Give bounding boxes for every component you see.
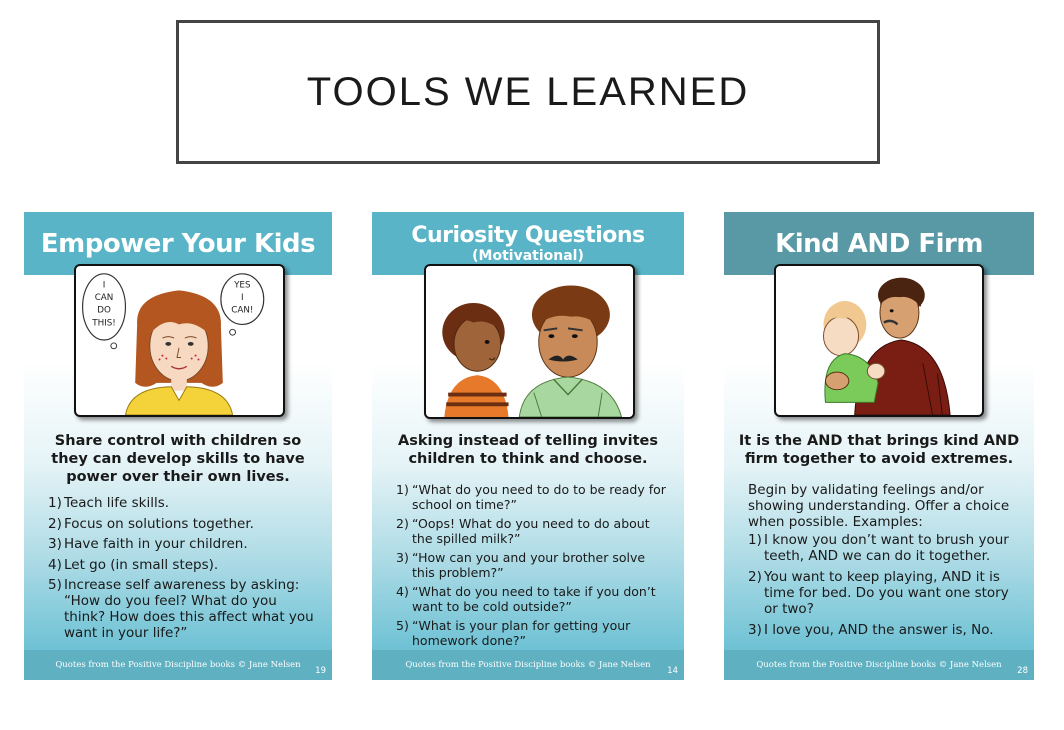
list-item-number: 3)	[48, 536, 62, 552]
list-item-text: “What is your plan for getting your homework done?”	[412, 618, 631, 648]
list-item-text: I know you don’t want to brush your teeth, AND we can do it together.	[764, 532, 1009, 564]
hug-illustration-icon	[776, 266, 982, 415]
list-item	[48, 557, 318, 573]
list-item-text: Let go (in small steps).	[64, 556, 219, 573]
list-item-number: 3)	[396, 550, 409, 565]
illustration-man-and-boy	[424, 264, 635, 419]
list-item-text: You want to keep playing, AND it is time for bed. Do you want one story or two?	[764, 569, 1009, 617]
list-item-number: 3)	[748, 622, 762, 638]
card-lead: Share control with children so they can develop skills to have power over their own lives.	[51, 433, 305, 485]
bubble-right-line: CAN!	[231, 305, 254, 316]
title-box	[176, 20, 880, 164]
bubble-left-line: I	[102, 280, 106, 291]
card-intro: Begin by validating feelings and/or showing understanding. Offer a choice when possible. Examples:	[748, 482, 1010, 530]
list-item	[48, 536, 318, 552]
list-item-text: I love you, AND the answer is, No.	[764, 622, 994, 638]
card-footer	[724, 650, 1034, 680]
list-item-number: 5)	[48, 577, 62, 593]
footer-credit: Quotes from the Positive Discipline books © Jane Nelsen	[756, 660, 1002, 670]
list-item-number: 1)	[396, 482, 409, 497]
illustration-girl-thinking	[74, 264, 285, 417]
list-item	[748, 622, 1020, 638]
list-item-number: 5)	[396, 618, 409, 633]
card-title: Empower Your Kids	[40, 228, 316, 259]
list-item-number: 2)	[48, 515, 62, 532]
list-item	[396, 482, 670, 512]
list-item-text: “What do you need to take if you don’t want to be cold outside?”	[412, 584, 656, 614]
card-empower-your-kids	[24, 212, 332, 680]
page-number: 19	[315, 666, 326, 676]
list-item-number: 4)	[396, 584, 409, 599]
list-item-number: 4)	[48, 556, 62, 573]
illustration-man-hugging-child	[774, 264, 984, 417]
card-kind-and-firm	[724, 212, 1034, 680]
card-list	[48, 495, 318, 646]
list-item-text: “What do you need to do to be ready for school on time?”	[412, 482, 666, 512]
card-title: Curiosity Questions	[411, 222, 645, 248]
footer-credit: Quotes from the Positive Discipline books © Jane Nelsen	[55, 660, 301, 670]
list-item-number: 2)	[748, 569, 762, 585]
footer-credit: Quotes from the Positive Discipline books © Jane Nelsen	[405, 660, 651, 670]
bubble-right-line: YES	[234, 280, 251, 291]
list-item	[48, 495, 318, 511]
page-title: TOOLS WE LEARNED	[306, 69, 750, 114]
card-curiosity-questions	[372, 212, 684, 680]
list-item-text: Teach life skills.	[64, 495, 170, 511]
list-item-number: 1)	[48, 495, 62, 511]
list-item	[396, 618, 670, 648]
list-item-number: 1)	[748, 532, 762, 548]
card-subtitle: (Motivational)	[472, 247, 584, 264]
bubble-right-line: I	[241, 293, 244, 304]
bubble-left-line: THIS!	[92, 318, 116, 329]
list-item-text: “Oops! What do you need to do about the spilled milk?”	[412, 516, 650, 546]
list-item	[48, 577, 318, 641]
card-footer	[372, 650, 684, 680]
card-lead: It is the AND that brings kind AND firm together to avoid extremes.	[738, 433, 1020, 467]
card-footer	[24, 650, 332, 680]
page-number: 28	[1017, 666, 1028, 676]
list-item	[748, 569, 1020, 617]
card-list	[748, 532, 1020, 643]
list-item-number: 2)	[396, 516, 409, 531]
list-item	[396, 550, 670, 580]
man-boy-illustration-icon	[426, 266, 633, 417]
list-item-text: Have faith in your children.	[64, 536, 248, 552]
list-item-text: Focus on solutions together.	[64, 515, 254, 532]
bubble-left-line: DO	[97, 305, 111, 316]
list-item	[748, 532, 1020, 564]
list-item	[396, 584, 670, 614]
bubble-left-line: CAN	[94, 293, 114, 304]
list-item	[48, 516, 318, 532]
girl-illustration-icon	[76, 266, 283, 415]
card-list	[396, 482, 670, 652]
list-item-text: Increase self awareness by asking: “How do you feel? What do you think? How does this affect what you want in your life?”	[64, 577, 314, 641]
card-lead: Asking instead of telling invites children to think and choose.	[398, 433, 658, 467]
list-item-text: “How can you and your brother solve this problem?”	[412, 550, 646, 580]
page-number: 14	[667, 666, 678, 676]
card-title: Kind AND Firm	[775, 228, 983, 259]
list-item	[396, 516, 670, 546]
